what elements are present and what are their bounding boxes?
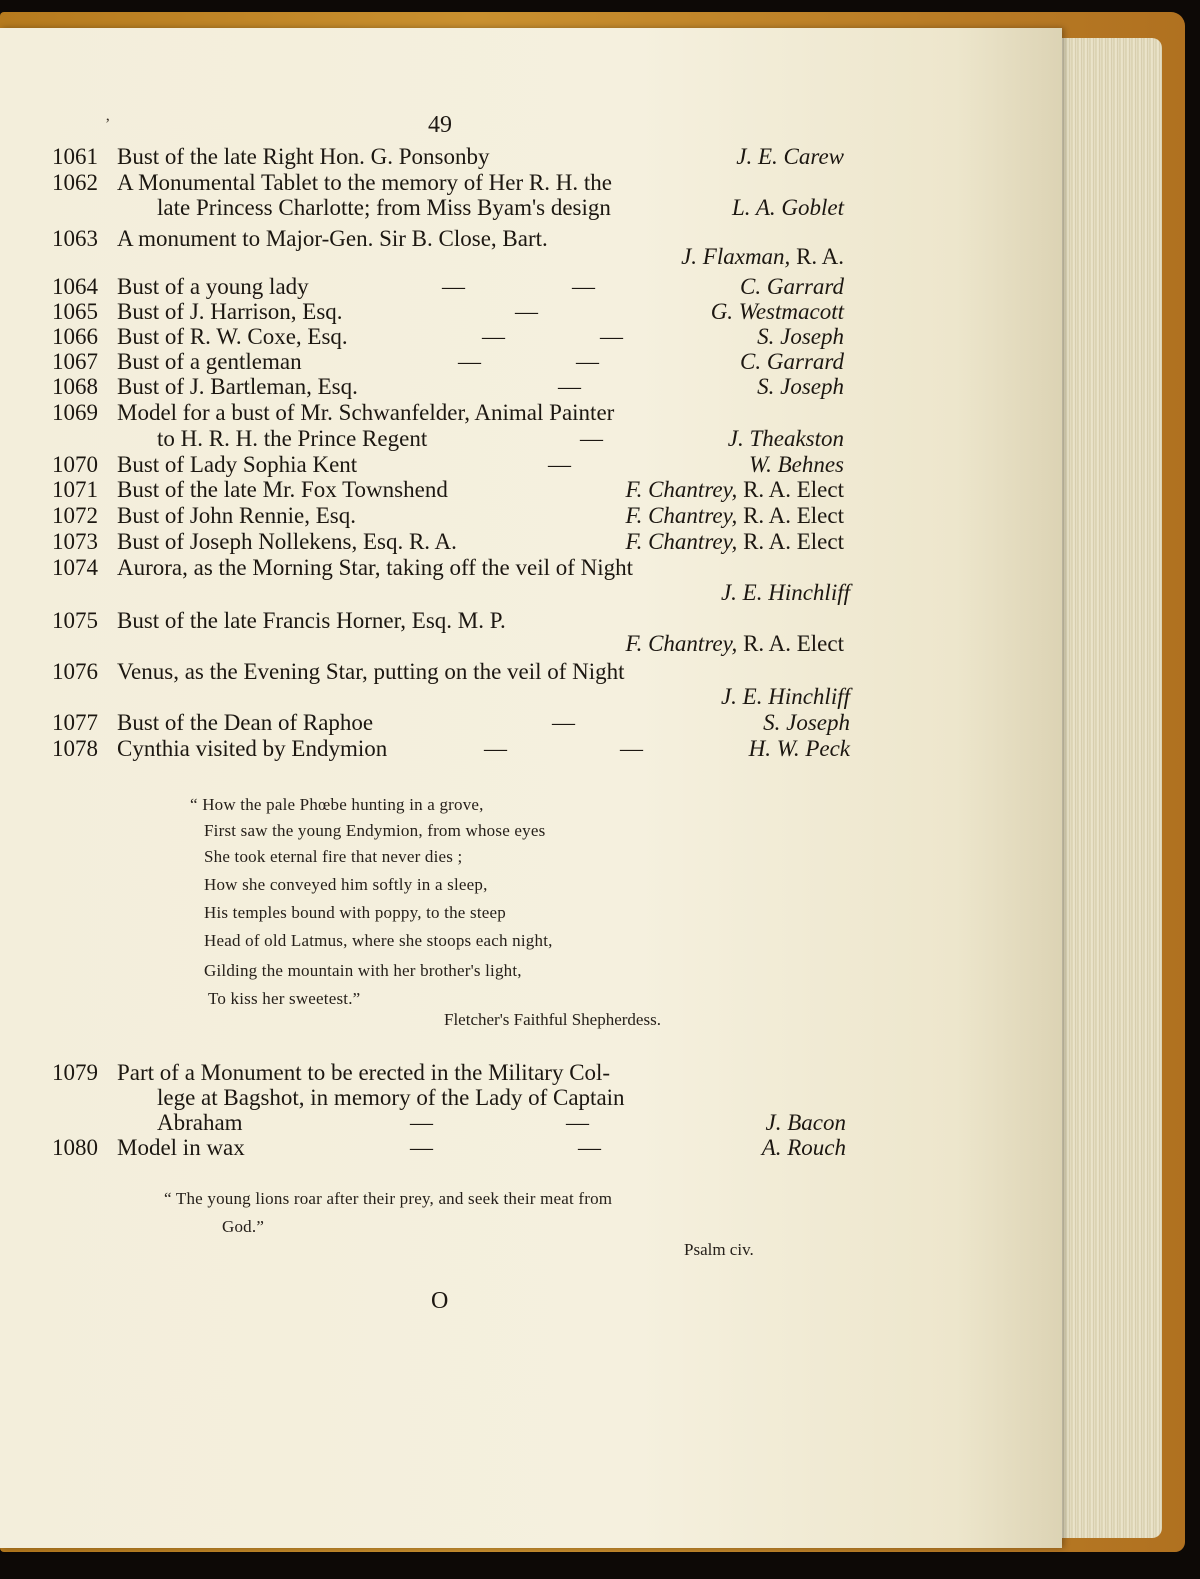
entry-artist: J. Theakston xyxy=(727,426,844,451)
entry-title: A Monumental Tablet to the memory of Her R. H. the xyxy=(117,170,612,195)
entry-artist-suffix: R. A. xyxy=(796,244,844,269)
page-number: 49 xyxy=(428,112,452,138)
entry-artist: J. Flaxman, xyxy=(681,244,791,269)
dash: — xyxy=(548,452,571,477)
ink-mark: ʼ xyxy=(105,116,111,133)
entry-artist-block xyxy=(681,244,844,270)
entry-title: Bust of a gentleman xyxy=(117,349,302,374)
entry-artist-block xyxy=(626,477,845,503)
entry-title: Bust of the late Right Hon. G. Ponsonby xyxy=(117,144,490,169)
entry-artist: H. W. Peck xyxy=(748,736,850,761)
quote-line: God.” xyxy=(222,1217,265,1236)
entry-number: 1071 xyxy=(52,477,98,502)
entry-title: Bust of the late Francis Horner, Esq. M. P. xyxy=(117,608,506,633)
dash: — xyxy=(515,299,538,324)
entry-artist-suffix: R. A. Elect xyxy=(743,529,844,554)
dash: — xyxy=(482,324,505,349)
quote-line: “ How the pale Phœbe hunting in a grove, xyxy=(190,795,484,814)
quote-line: She took eternal fire that never dies ; xyxy=(204,847,463,866)
entry-artist: L. A. Goblet xyxy=(731,195,844,220)
entry-title: Model in wax xyxy=(117,1135,245,1160)
entry-title: Bust of R. W. Coxe, Esq. xyxy=(117,324,348,349)
entry-number: 1073 xyxy=(52,529,98,554)
dash: — xyxy=(566,1110,589,1135)
entry-title: Bust of Joseph Nollekens, Esq. R. A. xyxy=(117,529,457,554)
entry-artist: F. Chantrey, xyxy=(625,477,738,502)
entry-title: Venus, as the Evening Star, putting on the veil of Night xyxy=(117,659,625,684)
entry-title: Bust of a young lady xyxy=(117,274,309,299)
entry-title: Bust of J. Harrison, Esq. xyxy=(117,299,343,324)
entry-artist: G. Westmacott xyxy=(710,299,844,324)
entry-number: 1064 xyxy=(52,274,98,299)
entry-number: 1076 xyxy=(52,659,98,684)
entry-artist-suffix: R. A. Elect xyxy=(743,477,844,502)
dash: — xyxy=(410,1135,433,1160)
entry-artist: W. Behnes xyxy=(749,452,844,477)
entry-number: 1077 xyxy=(52,710,98,735)
quote-line: To kiss her sweetest.” xyxy=(208,989,361,1008)
quote-line: How she conveyed him softly in a sleep, xyxy=(204,875,488,894)
book-page xyxy=(0,28,1062,1548)
quote-attribution: Psalm civ. xyxy=(684,1240,754,1259)
entry-number: 1067 xyxy=(52,349,98,374)
entry-artist-block xyxy=(626,503,845,529)
entry-artist: J. E. Hinchliff xyxy=(720,684,850,709)
dash: — xyxy=(572,274,595,299)
entry-title: Bust of the Dean of Raphoe xyxy=(117,710,374,735)
dash: — xyxy=(600,324,623,349)
entry-number: 1079 xyxy=(52,1060,98,1085)
dash: — xyxy=(484,736,507,761)
quote-line: First saw the young Endymion, from whose eyes xyxy=(204,821,546,840)
dash: — xyxy=(580,426,603,451)
entry-number: 1061 xyxy=(52,144,98,169)
dash: — xyxy=(552,710,575,735)
entry-title-cont: late Princess Charlotte; from Miss Byam's design xyxy=(157,195,611,220)
entry-number: 1072 xyxy=(52,503,98,528)
entry-title: Cynthia visited by Endymion xyxy=(117,736,388,761)
entry-artist: C. Garrard xyxy=(740,274,844,299)
entry-title-cont: lege at Bagshot, in memory of the Lady of Captain xyxy=(157,1085,625,1110)
entry-title: Aurora, as the Morning Star, taking off the veil of Night xyxy=(117,555,634,580)
entry-title: Bust of John Rennie, Esq. xyxy=(117,503,356,528)
entry-title: A monument to Major-Gen. Sir B. Close, Bart. xyxy=(117,226,548,251)
quote-line: Gilding the mountain with her brother's light, xyxy=(204,961,522,980)
entry-number: 1074 xyxy=(52,555,98,580)
dash: — xyxy=(558,374,581,399)
dash: — xyxy=(442,274,465,299)
entry-number: 1080 xyxy=(52,1135,98,1160)
entry-number: 1063 xyxy=(52,226,98,251)
entry-number: 1062 xyxy=(52,170,98,195)
entry-artist: F. Chantrey, xyxy=(625,529,738,554)
entry-artist: S. Joseph xyxy=(757,324,844,349)
entry-number: 1068 xyxy=(52,374,98,399)
quote-line: “ The young lions roar after their prey, and seek their meat from xyxy=(164,1189,613,1208)
entry-artist: A. Rouch xyxy=(761,1135,846,1160)
entry-artist: S. Joseph xyxy=(757,374,844,399)
quote-line: His temples bound with poppy, to the steep xyxy=(204,903,506,922)
entry-title-cont: to H. R. H. the Prince Regent xyxy=(157,426,428,451)
dash: — xyxy=(576,349,599,374)
entry-title: Part of a Monument to be erected in the Military Col- xyxy=(117,1060,611,1085)
entry-title: Model for a bust of Mr. Schwanfelder, Animal Painter xyxy=(117,400,615,425)
entry-artist: F. Chantrey, xyxy=(625,503,738,528)
entry-number: 1069 xyxy=(52,400,98,425)
entry-artist: C. Garrard xyxy=(740,349,844,374)
entry-artist: F. Chantrey, xyxy=(625,631,738,656)
signature-mark: O xyxy=(431,1288,449,1314)
entry-number: 1066 xyxy=(52,324,98,349)
entry-number: 1078 xyxy=(52,736,98,761)
entry-artist: J. E. Hinchliff xyxy=(720,580,850,605)
entry-artist: J. Bacon xyxy=(765,1110,846,1135)
entry-artist: S. Joseph xyxy=(763,710,850,735)
entry-title: Bust of the late Mr. Fox Townshend xyxy=(117,477,448,502)
entry-artist: J. E. Carew xyxy=(736,144,844,169)
entry-artist-suffix: R. A. Elect xyxy=(743,631,844,656)
entry-title: Bust of Lady Sophia Kent xyxy=(117,452,358,477)
quote-attribution: Fletcher's Faithful Shepherdess. xyxy=(444,1010,661,1029)
entry-title-cont: Abraham xyxy=(157,1110,243,1135)
entry-artist-block xyxy=(626,529,845,555)
entry-number: 1075 xyxy=(52,608,98,633)
dash: — xyxy=(410,1110,433,1135)
entry-title: Bust of J. Bartleman, Esq. xyxy=(117,374,358,399)
entry-artist-suffix: R. A. Elect xyxy=(743,503,844,528)
entry-artist-block xyxy=(626,631,845,657)
quote-line: Head of old Latmus, where she stoops each night, xyxy=(204,931,553,950)
entry-number: 1065 xyxy=(52,299,98,324)
dash: — xyxy=(620,736,643,761)
dash: — xyxy=(458,349,481,374)
dash: — xyxy=(578,1135,601,1160)
entry-number: 1070 xyxy=(52,452,98,477)
